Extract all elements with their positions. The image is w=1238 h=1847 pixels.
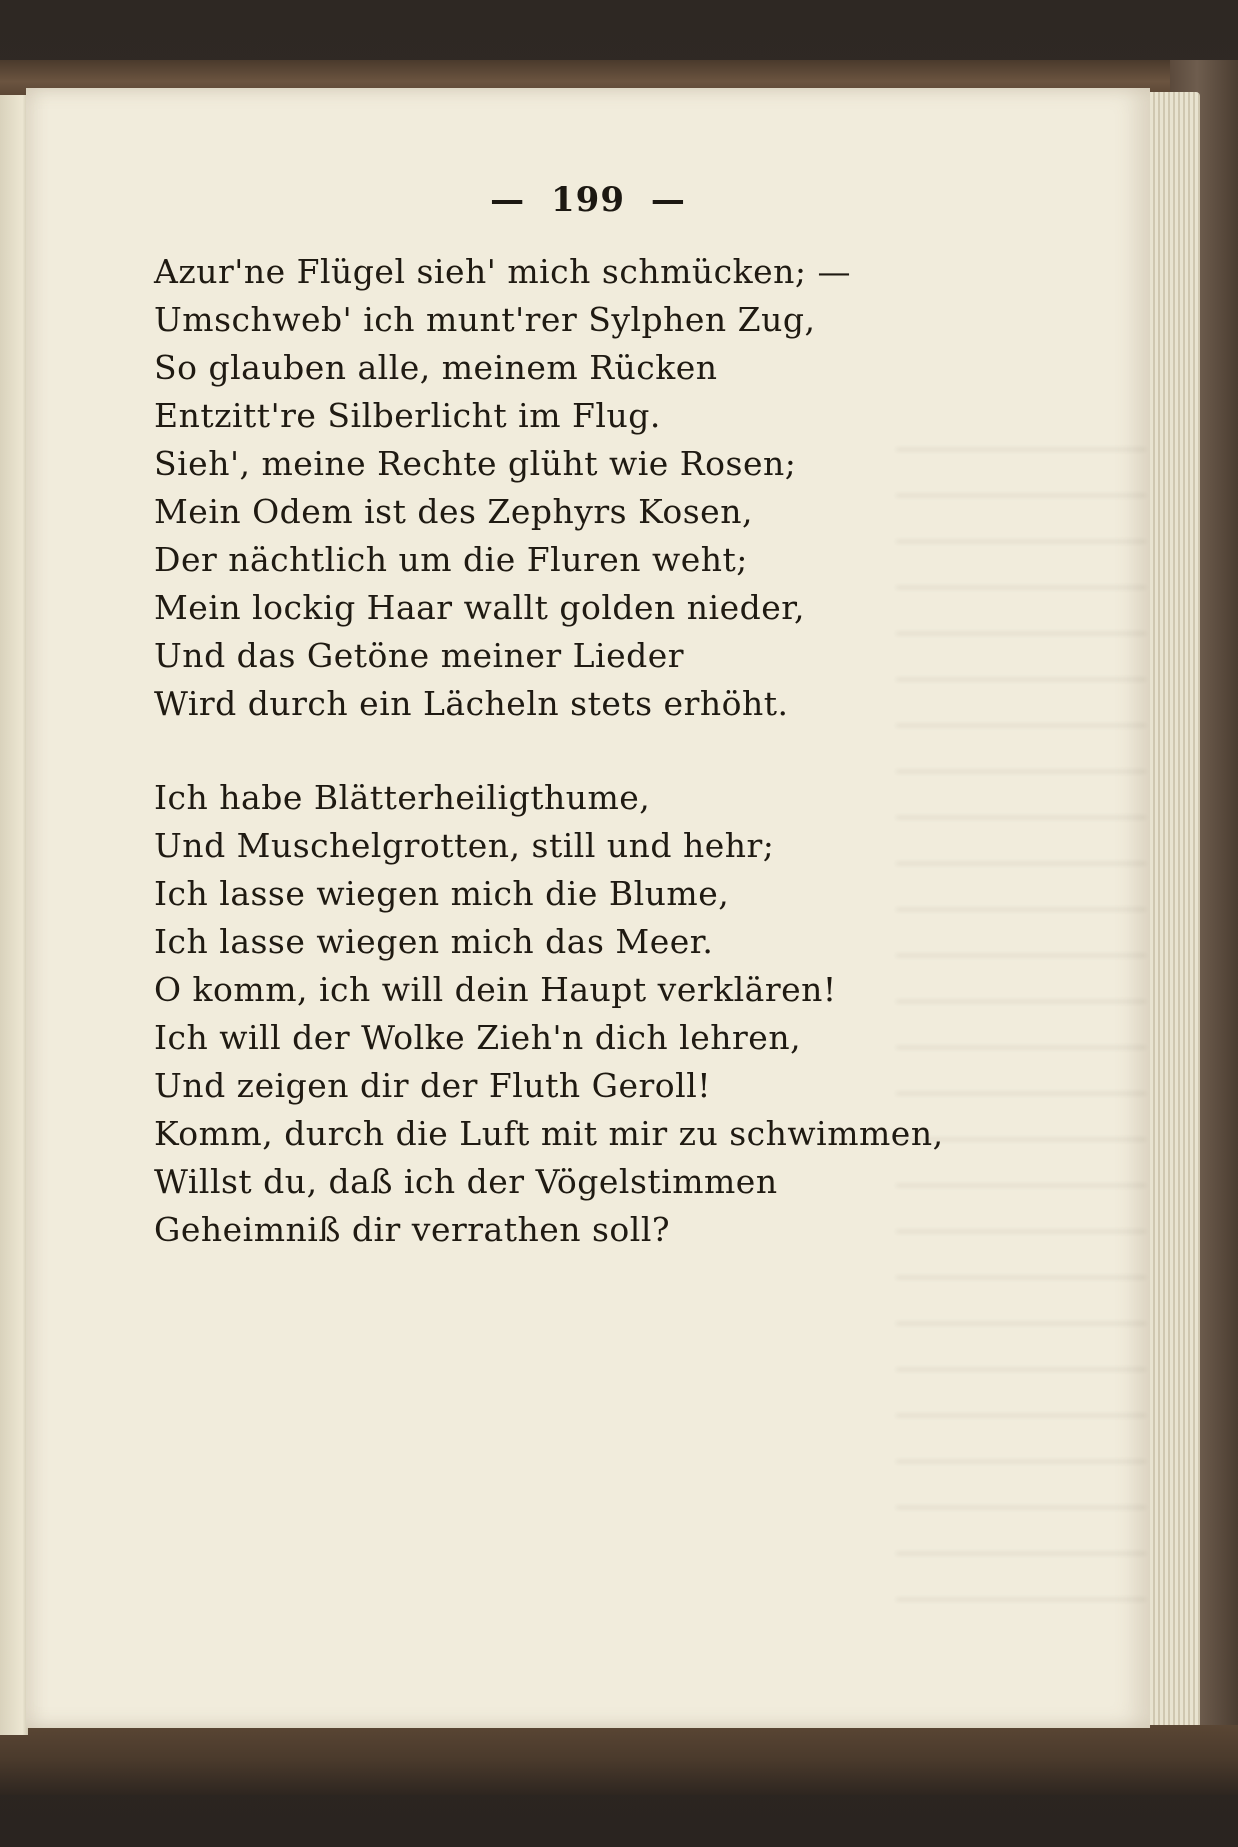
poem-line: Komm, durch die Luft mit mir zu schwimmen, — [154, 1114, 944, 1153]
poem-line: Und zeigen dir der Fluth Geroll! — [154, 1066, 712, 1105]
poem-line: Wird durch ein Lächeln stets erhöht. — [154, 684, 789, 723]
page-number-header — [26, 180, 1150, 220]
poem-line: Ich habe Blätterheiligthume, — [154, 778, 651, 817]
poem-line: Willst du, daß ich der Vögelstimmen — [154, 1162, 778, 1201]
poem-line: Der nächtlich um die Fluren weht; — [154, 540, 748, 579]
poem-line: Ich lasse wiegen mich das Meer. — [154, 922, 714, 961]
stanza-1 — [154, 248, 914, 728]
poem-line: Mein Odem ist des Zephyrs Kosen, — [154, 492, 753, 531]
poem-line: Und das Getöne meiner Lieder — [154, 636, 685, 675]
page-number-dash-right: — — [650, 180, 686, 220]
poem-line: Geheimniß dir verrathen soll? — [154, 1210, 671, 1249]
poem-text — [154, 248, 944, 1254]
poem-line: Umschweb' ich munt'rer Sylphen Zug, — [154, 300, 816, 339]
facing-page-edge — [0, 95, 28, 1735]
poem-line: Und Muschelgrotten, still und hehr; — [154, 826, 775, 865]
poem-line: Ich will der Wolke Zieh'n dich lehren, — [154, 1018, 802, 1057]
book-cover-bottom-edge — [0, 1725, 1238, 1795]
poem-line: So glauben alle, meinem Rücken — [154, 348, 718, 387]
page-number-dash-left: — — [490, 180, 526, 220]
poem-line: Ich lasse wiegen mich die Blume, — [154, 874, 730, 913]
poem-line: Entzitt're Silberlicht im Flug. — [154, 396, 661, 435]
poem-line: Sieh', meine Rechte glüht wie Rosen; — [154, 444, 797, 483]
poem-line: Mein lockig Haar wallt golden nieder, — [154, 588, 805, 627]
show-through-text — [896, 418, 1146, 1618]
stanza-2 — [154, 774, 944, 1254]
page-number: 199 — [551, 180, 625, 220]
book-page — [26, 88, 1150, 1728]
poem-line: Azur'ne Flügel sieh' mich schmücken; — — [154, 252, 851, 291]
poem-line: O komm, ich will dein Haupt verklären! — [154, 970, 837, 1009]
